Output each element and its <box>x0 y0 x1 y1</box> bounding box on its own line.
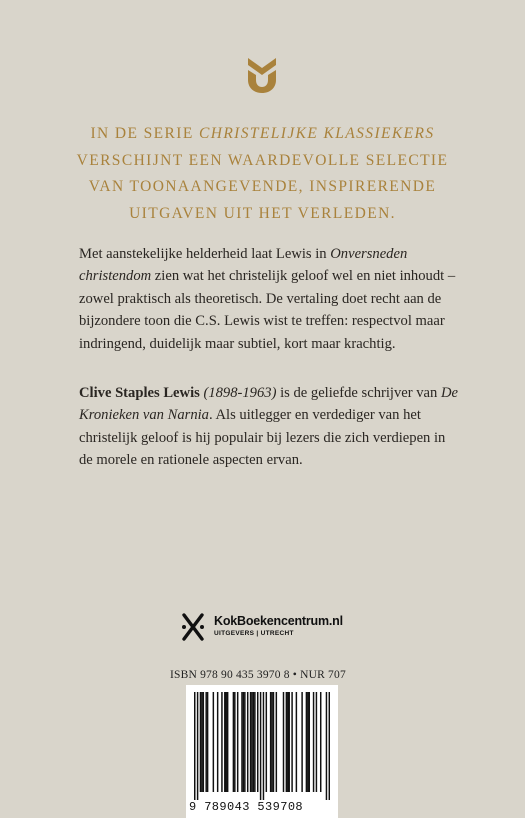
kok-emblem-icon <box>246 56 278 94</box>
kokboekencentrum-logo-icon <box>180 611 206 643</box>
barcode-bar <box>266 692 267 792</box>
barcode-bar <box>329 692 330 800</box>
barcode-bar <box>309 692 310 792</box>
barcode-bar <box>205 692 206 792</box>
barcode-bar <box>271 692 272 792</box>
barcode-bar <box>288 692 289 792</box>
barcode-bar <box>260 692 261 800</box>
barcode-bar <box>276 692 277 792</box>
barcode-bar <box>225 692 226 792</box>
barcode-bar <box>227 692 228 792</box>
barcode-bar <box>234 692 235 792</box>
barcode-bar <box>326 692 327 800</box>
barcode-bar <box>194 692 195 800</box>
barcode-bar <box>213 692 214 792</box>
barcode-bar <box>247 692 248 792</box>
series-name: CHRISTELIJKE KLASSIEKERS <box>198 125 435 142</box>
publisher-subline: UITGEVERS | UTRECHT <box>214 630 294 637</box>
barcode-bar <box>273 692 274 792</box>
barcode-bar <box>224 692 225 792</box>
barcode-bar <box>243 692 244 792</box>
barcode-bar <box>221 692 222 792</box>
barcode-digits: 9 789043 539708 <box>189 800 304 814</box>
barcode-bar <box>306 692 307 792</box>
barcode <box>186 685 338 818</box>
barcode-bar <box>203 692 204 792</box>
barcode-bar <box>291 692 292 792</box>
barcode-bar <box>233 692 234 792</box>
barcode-bar <box>320 692 321 792</box>
book-title: Onversneden christendom <box>79 246 408 285</box>
barcode-bar <box>286 692 287 792</box>
publisher-logo <box>180 609 380 649</box>
series-intro: IN DE SERIE CHRISTELIJKE KLASSIEKERS VERSCHIJNT EEN WAARDEVOLLE SELECTIE VAN TOONAANGEVENDE, INSPIRERENDE UITGAVEN UIT HET VERLEDEN. <box>76 125 449 222</box>
barcode-bar <box>270 692 271 792</box>
barcode-bar <box>257 692 258 792</box>
barcode-bar <box>307 692 308 792</box>
author-years: (1898-1963) <box>203 385 277 401</box>
barcode-bar <box>207 692 208 792</box>
isbn-line: ISBN 978 90 435 3970 8 • NUR 707 <box>170 669 346 681</box>
author-name: Clive Staples Lewis <box>79 385 200 401</box>
barcode-bar <box>217 692 218 792</box>
barcode-bar <box>241 692 242 792</box>
barcode-bar <box>201 692 202 792</box>
barcode-bar <box>244 692 245 792</box>
barcode-bar <box>283 692 284 792</box>
barcode-bar <box>313 692 314 792</box>
barcode-bars <box>194 692 330 800</box>
barcode-bar <box>253 692 254 792</box>
narnia-title: De Kronieken van Narnia <box>79 385 458 424</box>
barcode-bar <box>254 692 255 792</box>
publisher-name: KokBoekencentrum.nl <box>214 614 343 628</box>
author-bio: Clive Staples Lewis (1898-1963) is de geliefde schrijver van De Kronieken van Narnia. Als uitlegger en verdediger van het christelijk geloof is hij populair bij lezers die zich verdiepen in de morele en rationele aspecten ervan. <box>79 385 458 469</box>
barcode-bar <box>301 692 302 792</box>
book-description: Met aanstekelijke helderheid laat Lewis in Onversneden christendom zien wat het christelijk geloof wel en niet inhoudt – zowel praktisch als theoretisch. De vertaling doet recht aan de bijzondere toon die C.S. Lewis wist te treffen: respectvol maar indringend, duidelijk maar subtiel, kort maar krachtig. <box>79 246 456 352</box>
barcode-bar <box>200 692 201 792</box>
barcode-bar <box>263 692 264 800</box>
barcode-bar <box>316 692 317 792</box>
barcode-bar <box>251 692 252 792</box>
barcode-bar <box>296 692 297 792</box>
barcode-bar <box>237 692 238 792</box>
barcode-bar <box>250 692 251 792</box>
barcode-bar <box>287 692 288 792</box>
barcode-bar <box>197 692 198 800</box>
